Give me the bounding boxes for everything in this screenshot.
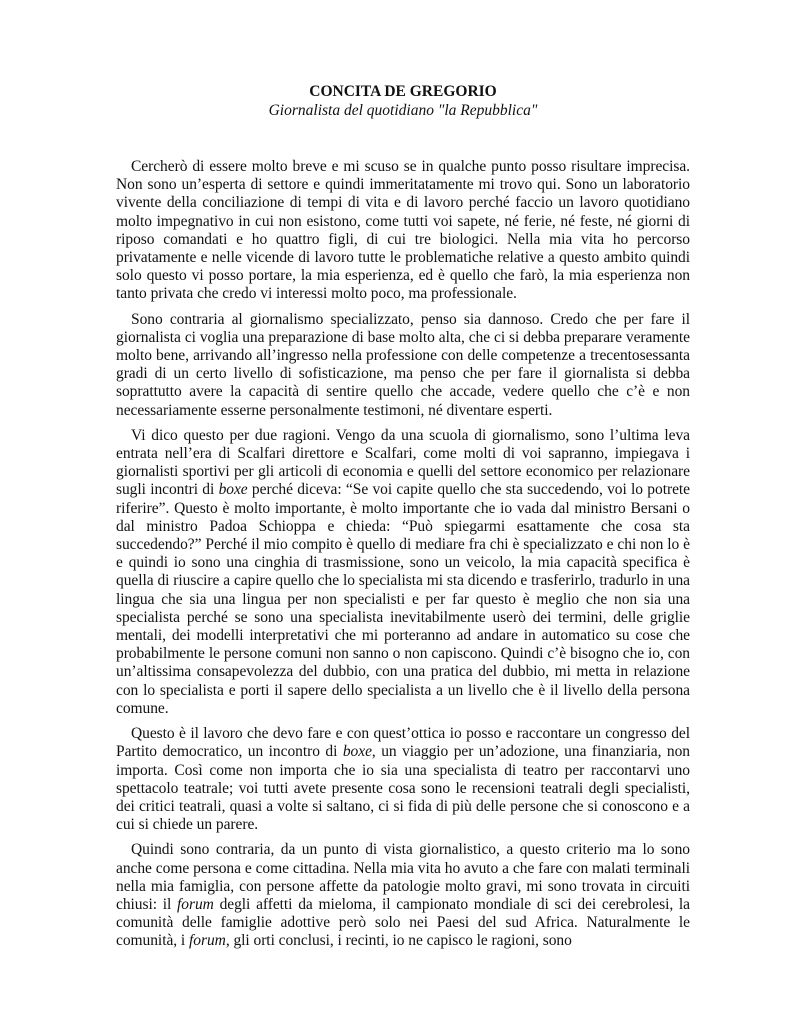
author-name: CONCITA DE GREGORIO xyxy=(309,83,497,100)
paragraph xyxy=(116,311,690,420)
text-run: Sono contraria al giornalismo specializzato, penso sia dannoso. Credo che per fare il giornalista ci voglia una preparazione di base molto alta, che ci si debba preparare veramente molto bene, arrivando all’ingresso nella professione con delle competenze a trecentosessanta gradi di un certo livello di sofisticazione, ma penso che per fare il giornalista si debba soprattutto avere la capacità di sentire quello che accade, vedere quello che c’è e non necessariamente esserne personalmente testimoni, né diventare esperti. xyxy=(116,310,690,419)
text-run: Quindi sono contraria, da un punto di vista giornalistico, a questo criterio ma lo sono anche come persona e come cittadina. Nella mia vita ho avuto a che fare con malati terminali nella mia famiglia, con persone affette da patologie molto gravi, mi sono trovata in circuiti chiusi: il xyxy=(116,841,690,913)
text-run: Questo è il lavoro che devo fare e con quest’ottica io posso e raccontare un congresso del Partito democratico, un incontro di xyxy=(116,725,690,761)
text-run: Vi dico questo per due ragioni. Vengo da una scuola di giornalismo, sono l’ultima leva entrata nell’era di Scalfari direttore e Scalfari, come molti di voi sapranno, impiegava i giornalisti sportivi per gli articoli di economia e quelli del settore economico per relazionare sugli incontri di xyxy=(116,426,690,499)
paragraph xyxy=(116,158,690,304)
document-page xyxy=(116,82,690,953)
paragraph xyxy=(116,725,690,834)
text-run: degli affetti da mieloma, il campionato mondiale di sci dei cerebrolesi, la comunità delle famiglie adottive però solo nei Paesi del sud Africa. Naturalmente le comunità, i xyxy=(116,895,690,950)
paragraph xyxy=(116,427,690,718)
text-run: Cercherò di essere molto breve e mi scuso se in qualche punto posso risultare imprecisa. Non sono un’esperta di settore e quindi immeritatamente mi trovo qui. Sono un laboratorio vivente della conciliazione di tempi di vita e di lavoro perché faccio un lavoro quotidiano molto impegnativo in cui non esistono, come tutti voi sapete, né ferie, né feste, né giorni di riposo comandati e ho quattro figli, di cui tre biologici. Nella mia vita ho percorso privatamente e nelle vicende di lavoro tutte le problematiche relative a questo ambito quindi solo questo vi posso portare, la mia esperienza, ed è quello che farò, la mia esperienza non tanto privata che credo vi interessi molto poco, ma professionale. xyxy=(116,158,690,303)
italic-term: boxe xyxy=(342,743,372,761)
italic-term: forum xyxy=(189,932,226,950)
italic-term: forum xyxy=(177,895,214,913)
italic-term: boxe xyxy=(218,481,248,499)
text-run: , gli orti conclusi, i recinti, io ne capisco le ragioni, sono xyxy=(225,932,572,950)
text-run: , un viaggio per un’adozione, una finanziaria, non importa. Così come non importa che io sia una specialista di teatro per raccontarvi uno spettacolo teatrale; voi tutti avete presente cosa sono le recensioni teatrali degli specialisti, dei critici teatrali, quasi a volte si saltano, ci si fida di più delle persone che si conoscono e a cui si chiede un parere. xyxy=(116,743,690,834)
paragraph xyxy=(116,841,690,950)
document-body xyxy=(116,158,690,951)
author-role: Giornalista del quotidiano "la Repubblica" xyxy=(268,102,538,119)
text-run: perché diceva: “Se voi capite quello che sta succedendo, voi lo potrete riferire”. Questo è molto importante, è molto importante che io vada dal ministro Bersani o dal ministro Padoa Schioppa e chieda: “Può spiegarmi esattamente che cosa sta succedendo?” Perché il mio compito è quello di mediare fra chi è specializzato e chi non lo è e quindi io sono una cinghia di trasmissione, sono un veicolo, la mia capacità specifica è quella di riuscire a capire quello che lo specialista mi sta dicendo e trasferirlo, tradurlo in una lingua che sia una lingua per non specialisti e per far questo è meglio che non sia una specialista perché se sono una specialista inevitabilmente userò dei termini, delle griglie mentali, dei modelli interpretativi che mi porteranno ad andare in automatico su cose che probabilmente le persone comuni non sanno o non capiscono. Quindi c’è bisogno che io, con un’altissima consapevolezza del dubbio, con una pratica del dubbio, mi metta in relazione con lo specialista e porti il sapere dello specialista a un livello che è il livello della persona comune. xyxy=(116,481,690,717)
